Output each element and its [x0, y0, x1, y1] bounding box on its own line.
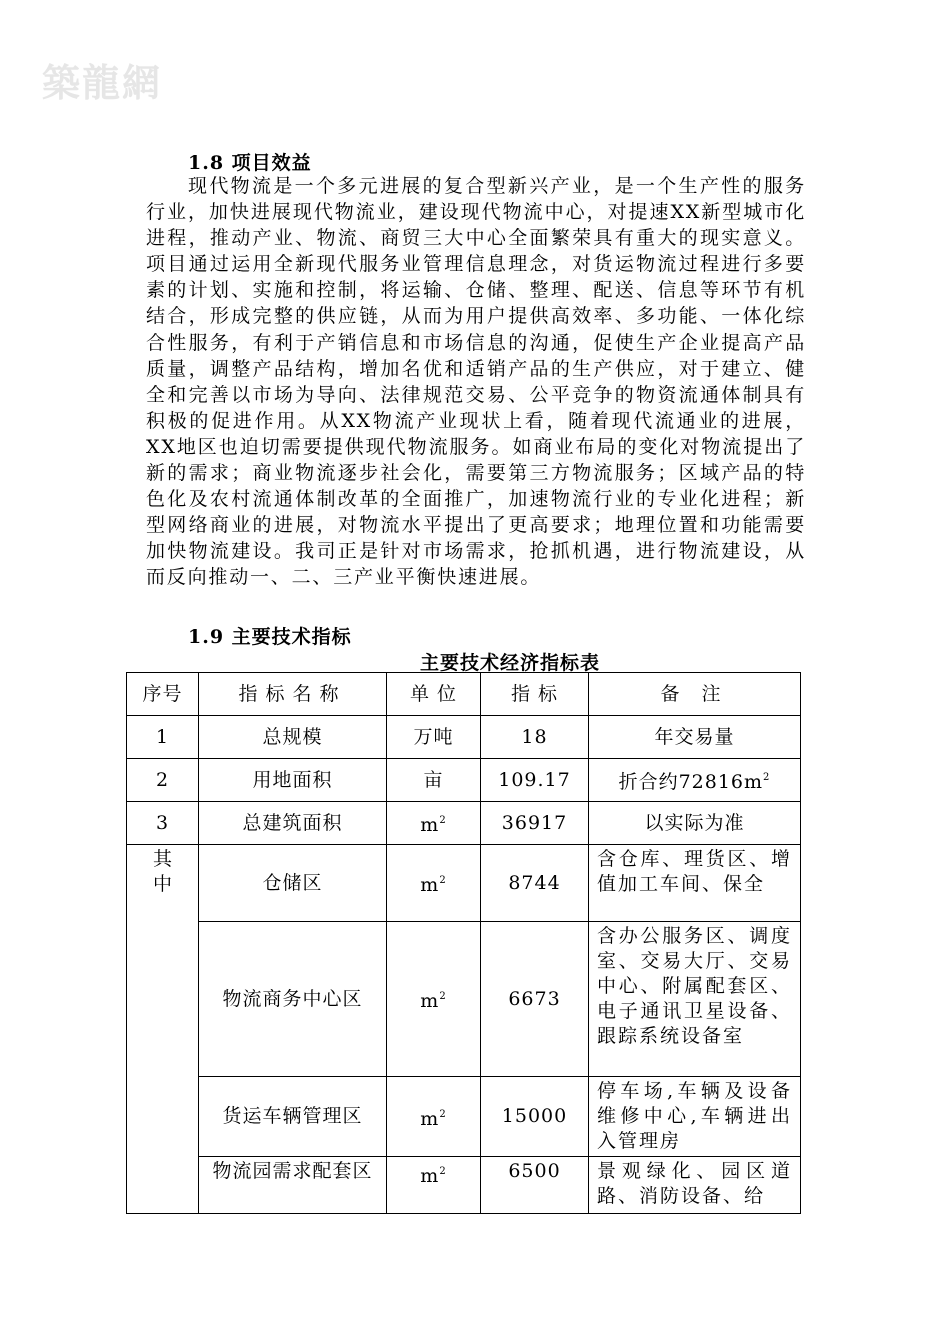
group-label: 其中	[153, 848, 174, 895]
section-heading-1-8: 1.8 项目效益	[188, 152, 312, 174]
cell-note	[589, 759, 801, 802]
header-name: 指标名称	[199, 673, 387, 716]
cell-unit	[387, 802, 481, 845]
cell-name: 物流园需求配套区	[199, 1157, 387, 1214]
table-title: 主要技术经济指标表	[419, 652, 600, 674]
table-header-row	[127, 673, 801, 716]
unit-text: m	[420, 1165, 440, 1187]
watermark-logo: 築龍網	[42, 60, 163, 105]
cell-note: 年交易量	[589, 716, 801, 759]
cell-unit: 万吨	[387, 716, 481, 759]
header-no: 序号	[127, 673, 199, 716]
header-value: 指 标	[481, 673, 589, 716]
cell-unit	[387, 922, 481, 1077]
table-row	[127, 1157, 801, 1214]
table-row	[127, 716, 801, 759]
superscript-2: 2	[763, 772, 771, 783]
unit-text: m	[420, 874, 440, 896]
indicator-table	[126, 672, 801, 1214]
superscript-2: 2	[439, 991, 447, 1002]
cell-no: 3	[127, 802, 199, 845]
table-row	[127, 802, 801, 845]
table-row	[127, 759, 801, 802]
group-label-cell	[127, 845, 199, 1214]
cell-unit	[387, 1157, 481, 1214]
cell-no: 1	[127, 716, 199, 759]
superscript-2: 2	[439, 1108, 447, 1120]
cell-unit	[387, 845, 481, 922]
unit-text: m	[420, 1107, 440, 1130]
cell-value: 109.17	[481, 759, 589, 802]
cell-note: 景观绿化、园区道路、消防设备、给	[589, 1157, 801, 1214]
note-text: 折合约72816m	[618, 771, 764, 793]
table-row	[127, 1077, 801, 1157]
body-paragraph: 现代物流是一个多元进展的复合型新兴产业，是一个生产性的服务行业，加快进展现代物流业，建设现代物流中心，对提速XX新型城市化进程，推动产业、物流、商贸三大中心全面繁荣具有重大的现实意义。项目通过运用全新现代服务业管理信息理念，对货运物流过程进行多要素的计划、实施和控制，将运输、仓储、整理、配送、信息等环节有机结合，形成完整的供应链，从而为用户提供高效率、多功能、一体化综合性服务，有利于产销信息和市场信息的沟通，促使生产企业提高产品质量，调整产品结构，增加名优和适销产品的生产供应，对于建立、健全和完善以市场为导向、法律规范交易、公平竞争的物资流通体制具有积极的促进作用。从XX物流产业现状上看，随着现代流通业的进展，XX地区也迫切需要提供现代物流服务。如商业布局的变化对物流提出了新的需求；商业物流逐步社会化，需要第三方物流服务；区域产品的特色化及农村流通体制改革的全面推广，加速物流行业的专业化进程；新型网络商业的进展，对物流水平提出了更高要求；地理位置和功能需要加快物流建设。我司正是针对市场需求，抢抓机遇，进行物流建设，从而反向推动一、二、三产业平衡快速进展。	[146, 175, 806, 589]
cell-name: 总建筑面积	[199, 802, 387, 845]
unit-text: m	[420, 990, 440, 1012]
cell-value: 36917	[481, 802, 589, 845]
cell-name: 用地面积	[199, 759, 387, 802]
unit-text: m	[420, 814, 440, 836]
cell-unit	[387, 1077, 481, 1157]
header-unit: 单 位	[387, 673, 481, 716]
cell-note: 以实际为准	[589, 802, 801, 845]
table-row	[127, 845, 801, 922]
section-heading-1-9: 1.9 主要技术指标	[188, 626, 352, 648]
superscript-2: 2	[439, 815, 447, 826]
cell-name: 货运车辆管理区	[199, 1077, 387, 1157]
cell-value: 8744	[481, 845, 589, 922]
cell-name: 仓储区	[199, 845, 387, 922]
cell-note: 含办公服务区、调度室、交易大厅、交易中心、附属配套区、电子通讯卫星设备、跟踪系统设备室	[589, 922, 801, 1077]
cell-value: 18	[481, 716, 589, 759]
cell-value: 6500	[481, 1157, 589, 1214]
cell-value: 6673	[481, 922, 589, 1077]
cell-no: 2	[127, 759, 199, 802]
cell-name: 总规模	[199, 716, 387, 759]
cell-note: 停车场,车辆及设备维修中心,车辆进出入管理房	[589, 1077, 801, 1157]
cell-value: 15000	[481, 1077, 589, 1157]
cell-unit: 亩	[387, 759, 481, 802]
cell-note: 含仓库、理货区、增值加工车间、保全	[589, 845, 801, 922]
superscript-2: 2	[439, 1166, 447, 1177]
table-row	[127, 922, 801, 1077]
superscript-2: 2	[439, 875, 447, 886]
cell-name: 物流商务中心区	[199, 922, 387, 1077]
header-note: 备 注	[589, 673, 801, 716]
